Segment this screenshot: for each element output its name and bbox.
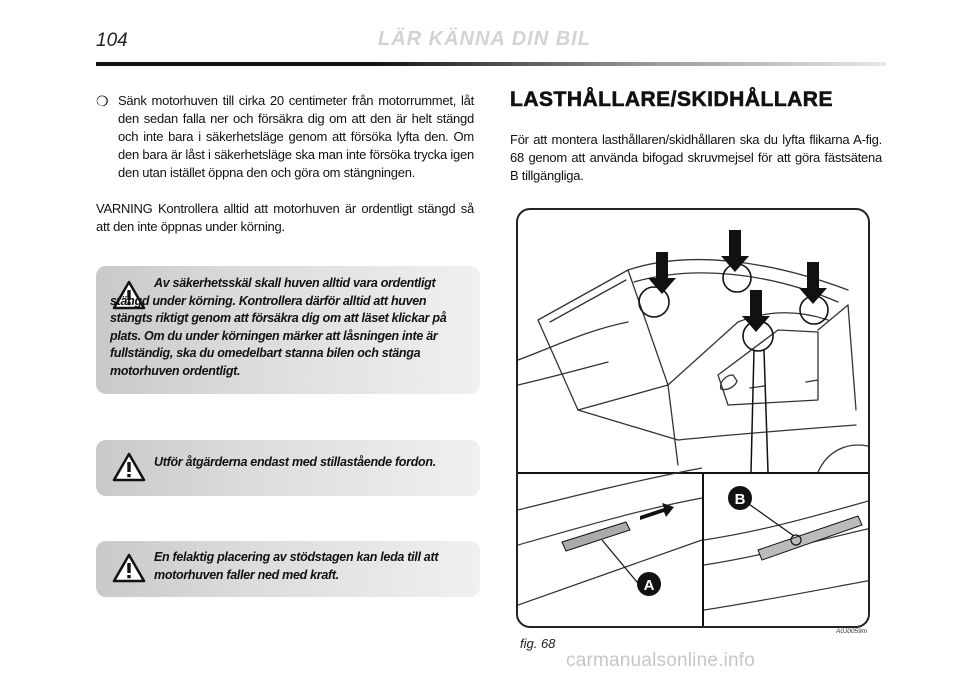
bullet-paragraph xyxy=(96,92,474,182)
varning-paragraph: VARNING Kontrollera alltid att motorhuven är ordentligt stängd så att den inte öppnas under körning. xyxy=(96,201,474,234)
header-rule xyxy=(96,62,886,66)
figure-code: A0J0059m xyxy=(836,628,868,635)
running-title: LÄR KÄNNA DIN BIL xyxy=(378,28,591,50)
section-title: LASTHÅLLARE/SKIDHÅLLARE xyxy=(510,88,833,111)
warning-text: Utför åtgärderna endast med stillastående fordon. xyxy=(154,455,436,469)
arrow-down-icon xyxy=(648,230,827,332)
figure-68 xyxy=(516,208,870,628)
bullet-text: Sänk motorhuven till cirka 20 centimeter från motorrummet, låt den sedan falla ner och försäkra dig om att den är helt stängd och inte bara i säkerhetsläge genom att försöka lyfta den. Om den bara är låst i säkerhetsläge ska man inte försöka trycka igen den utan istället öppna den och göra om stängningen. xyxy=(118,93,474,180)
page-number: 104 xyxy=(96,30,128,51)
section-body: För att montera lasthållaren/skidhållaren ska du lyfta flikarna A-fig. 68 genom att använda bifogad skruvmejsel för att göra fästsätena B tillgängliga. xyxy=(510,132,882,183)
figure-caption: fig. 68 xyxy=(520,636,556,651)
warning-box xyxy=(96,541,480,597)
bullet-circle-icon: ❍ xyxy=(96,93,109,109)
warning-triangle-icon xyxy=(112,553,146,583)
callout-b: B xyxy=(734,491,746,508)
roof-rack-illustration xyxy=(518,210,870,628)
callout-a: A xyxy=(643,577,655,594)
watermark: carmanualsonline.info xyxy=(566,650,756,671)
warning-box xyxy=(96,266,480,394)
warning-box xyxy=(96,440,480,496)
warning-text: Av säkerhetsskäl skall huven alltid vara ordentligt stängd under körning. Kontrollera därför alltid att huven stängts riktigt genom att försäkra dig om att läset klickar på plats. Om du under körningen märker att låsningen inte är fullständig, ska du omedelbart stanna bilen och stänga motorhuven ordentligt. xyxy=(110,276,447,378)
warning-triangle-icon xyxy=(112,452,146,482)
warning-text: En felaktig placering av stödstagen kan leda till att motorhuven faller ned med kraft. xyxy=(154,550,439,582)
